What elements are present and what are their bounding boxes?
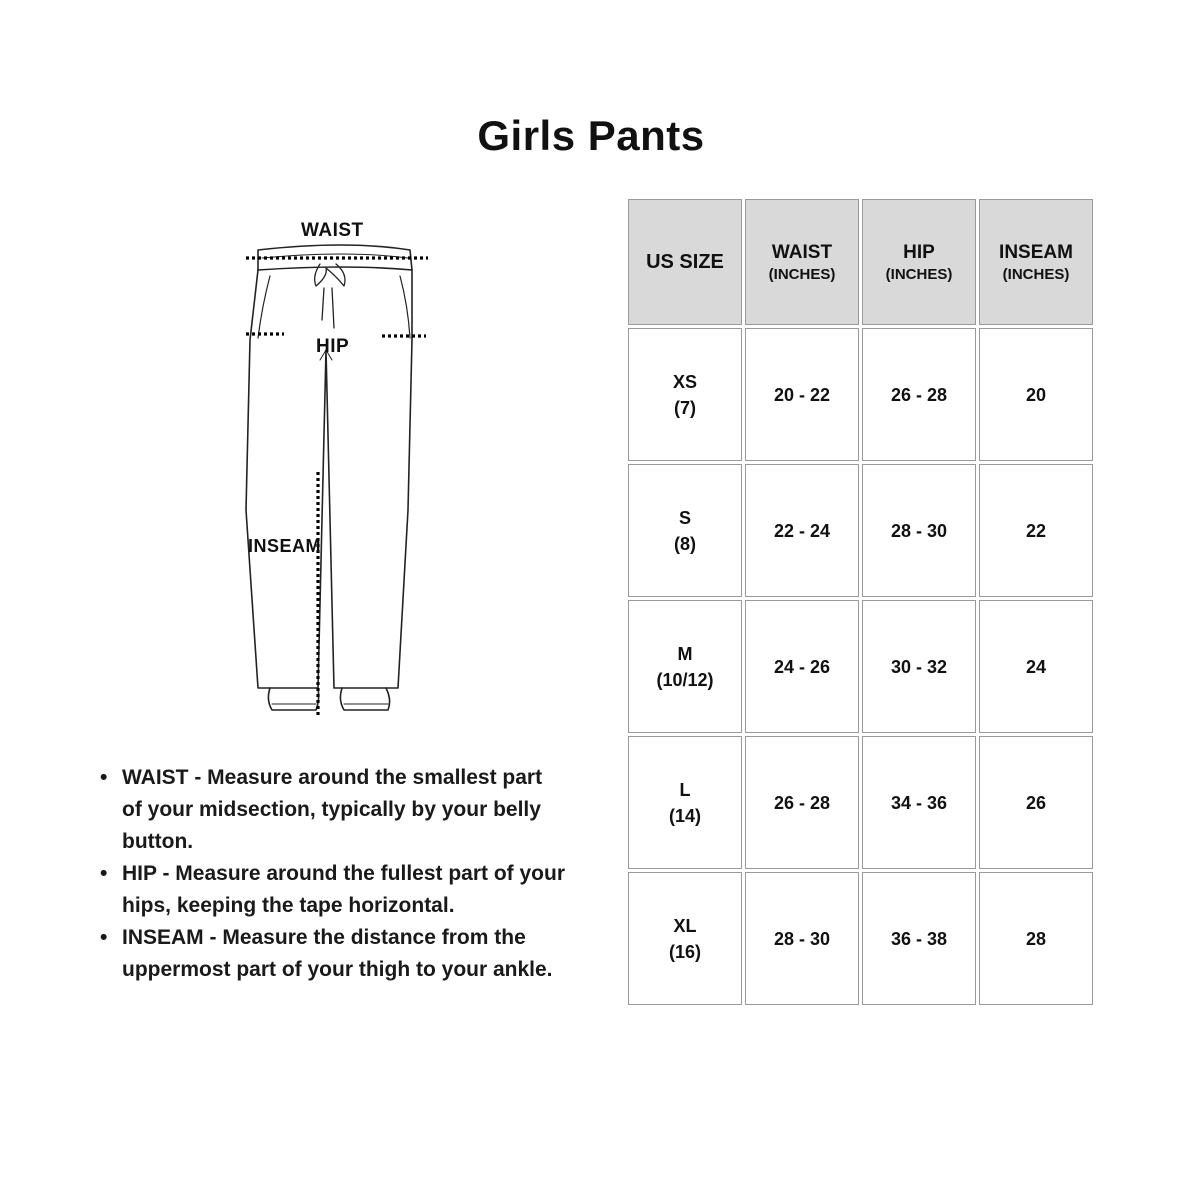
hip-cell: 34 - 36	[862, 736, 976, 869]
waist-cell: 24 - 26	[745, 600, 859, 733]
table-row	[628, 872, 1093, 1005]
header-unit: (INCHES)	[768, 265, 836, 283]
left-cuff	[268, 688, 318, 710]
waist-cell: 28 - 30	[745, 872, 859, 1005]
inseam-cell: 26	[979, 736, 1093, 869]
size-number: (14)	[668, 805, 701, 826]
table-row	[628, 464, 1093, 597]
bullet-icon: •	[100, 766, 108, 789]
table-header-row	[628, 199, 1093, 325]
hip-cell: 36 - 38	[862, 872, 976, 1005]
waist-cell: 26 - 28	[745, 736, 859, 869]
inseam-label: INSEAM	[248, 536, 322, 556]
size-letter: S	[678, 507, 691, 528]
table-row	[628, 736, 1093, 869]
hip-cell: 26 - 28	[862, 328, 976, 461]
header-label: HIP	[903, 241, 935, 263]
list-item	[96, 858, 566, 922]
right-cuff	[340, 688, 389, 710]
header-unit: (INCHES)	[1002, 265, 1070, 283]
size-letter: XS	[672, 371, 697, 392]
waist-label: WAIST	[301, 220, 364, 241]
size-number: (7)	[674, 397, 696, 418]
inseam-cell: 24	[979, 600, 1093, 733]
size-cell	[628, 464, 742, 597]
waist-cell: 20 - 22	[745, 328, 859, 461]
header-unit: (INCHES)	[885, 265, 953, 283]
header-us-size	[628, 199, 742, 325]
size-number: (8)	[674, 533, 696, 554]
bullet-icon: •	[100, 926, 108, 949]
header-label: INSEAM	[999, 241, 1073, 263]
size-letter: L	[679, 779, 691, 800]
size-number: (16)	[668, 941, 701, 962]
instruction-inseam: INSEAM - Measure the distance from the uppermost part of your thigh to your ankle.	[122, 926, 553, 981]
header-waist	[745, 199, 859, 325]
inseam-cell: 22	[979, 464, 1093, 597]
hip-label: HIP	[316, 336, 350, 357]
waistband-outline	[258, 245, 412, 270]
size-cell	[628, 600, 742, 733]
size-cell	[628, 736, 742, 869]
page-title: Girls Pants	[477, 112, 705, 159]
header-label: US SIZE	[646, 250, 724, 273]
measurement-instructions	[96, 762, 566, 986]
header-hip	[862, 199, 976, 325]
inseam-cell: 28	[979, 872, 1093, 1005]
size-letter: XL	[673, 915, 697, 936]
header-inseam	[979, 199, 1093, 325]
list-item	[96, 762, 566, 858]
table-row	[628, 328, 1093, 461]
list-item	[96, 922, 566, 986]
size-chart-table	[625, 196, 1096, 1008]
pants-illustration	[236, 210, 456, 730]
size-number: (10/12)	[656, 669, 714, 690]
size-cell	[628, 872, 742, 1005]
inseam-cell: 20	[979, 328, 1093, 461]
size-cell	[628, 328, 742, 461]
pants-diagram	[236, 210, 456, 730]
table-row	[628, 600, 1093, 733]
size-letter: M	[677, 643, 693, 664]
header-label: WAIST	[771, 241, 833, 263]
instruction-waist: WAIST - Measure around the smallest part of your midsection, typically by your belly button.	[122, 766, 543, 853]
bullet-icon: •	[100, 862, 108, 885]
instruction-hip: HIP - Measure around the fullest part of your hips, keeping the tape horizontal.	[122, 862, 566, 917]
waist-cell: 22 - 24	[745, 464, 859, 597]
hip-cell: 30 - 32	[862, 600, 976, 733]
hip-cell: 28 - 30	[862, 464, 976, 597]
